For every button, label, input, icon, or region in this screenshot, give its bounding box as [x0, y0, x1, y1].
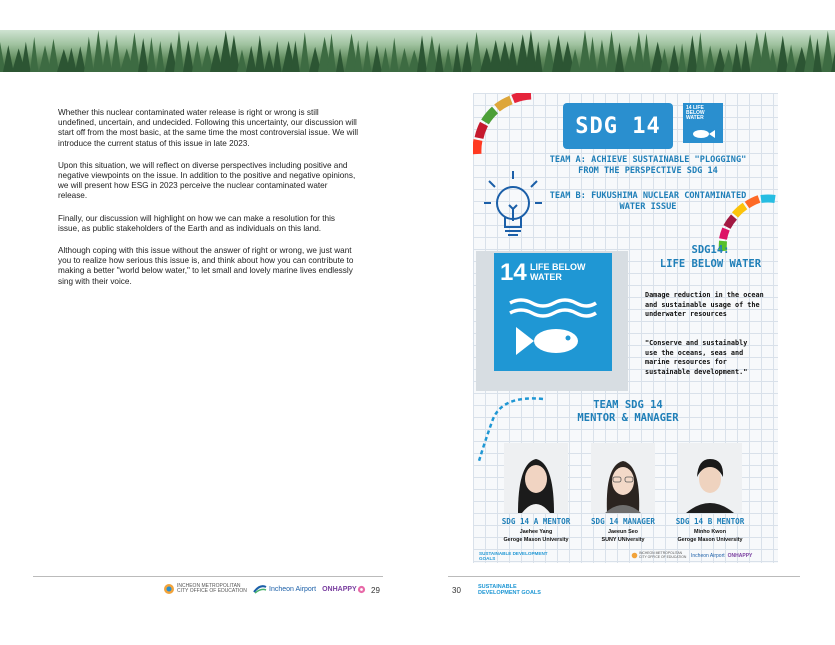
tree-shape	[822, 31, 834, 72]
flower-icon	[357, 585, 366, 594]
tree-shape	[129, 32, 140, 72]
member-photo-jaeeun	[591, 443, 655, 513]
fish-icon	[683, 123, 723, 143]
team-heading-line1: TEAM SDG 14	[593, 399, 663, 411]
member-name-2: Jaeeun Seo	[608, 529, 638, 535]
right-page-number: 30	[452, 586, 461, 595]
member-photo-minho	[678, 443, 742, 513]
tile-number: 14	[500, 259, 527, 286]
member-role-3: SDG 14 B MENTOR	[675, 517, 745, 526]
sdg14-panel	[473, 93, 778, 563]
tree-shape	[156, 41, 165, 72]
right-footer-sdg-brand: SUSTAINABLE DEVELOPMENT GOALS	[478, 584, 541, 596]
member-role-1: SDG 14 A MENTOR	[501, 517, 571, 526]
tree-shape	[723, 49, 734, 72]
tree-shape	[93, 30, 104, 72]
tree-shape	[3, 45, 14, 72]
panel-footer-sdg-brand: SUSTAINABLE DEVELOPMENT GOALS	[479, 551, 548, 561]
education-office-label: INCHEON METROPOLITAN CITY OFFICE OF EDUCATION	[177, 583, 247, 594]
tree-shape	[678, 43, 686, 72]
tree-shape	[444, 48, 452, 72]
member-university-1: Geroge Mason University	[503, 537, 569, 543]
tree-shape	[111, 35, 121, 72]
sdg14-title-badge: SDG 14	[563, 103, 673, 149]
panel-airport-label: Incheon Airport	[691, 552, 725, 559]
tree-shape	[453, 44, 461, 72]
sdg14-goal-icon	[494, 253, 612, 371]
avatar	[678, 443, 742, 513]
tree-shape	[588, 36, 597, 72]
tree-shape	[75, 46, 86, 72]
member-name-1: Jaehee Yang	[519, 529, 553, 535]
panel-education-label: INCHEON METROPOLITAN CITY OFFICE OF EDUCATION	[639, 551, 687, 559]
tree-shape	[174, 31, 184, 72]
tree-shape	[732, 43, 741, 72]
tree-shape	[30, 37, 38, 72]
tile-label: LIFE BELOW WATER	[530, 262, 586, 282]
sdg14-goal-tile	[476, 251, 628, 391]
tree-shape	[192, 41, 203, 72]
incheon-airport-label: Incheon Airport	[269, 585, 317, 593]
tree-shape	[669, 45, 679, 72]
forest-banner	[0, 30, 835, 72]
tree-shape	[291, 41, 300, 72]
tree-shape	[705, 46, 715, 72]
waves-and-fish-icon	[508, 297, 598, 361]
tree-shape	[300, 32, 310, 72]
tree-shape	[84, 37, 94, 72]
tree-shape	[462, 41, 472, 72]
tree-shape	[615, 42, 624, 72]
right-footer-divider	[448, 576, 800, 577]
sdg14-quote: "Conserve and sustainably use the oceans, seas and marine resources for sustainable development."	[645, 339, 748, 376]
tree-shape	[138, 38, 148, 72]
tree-shape	[471, 32, 482, 72]
tree-shape	[786, 44, 796, 72]
tree-shape	[102, 39, 112, 72]
education-office-logo-icon	[631, 552, 638, 559]
team-heading-line2: MENTOR & MANAGER	[577, 412, 679, 424]
tree-shape	[597, 39, 607, 72]
onhappy-label: ONHAPPY	[322, 585, 357, 593]
tree-shape	[183, 40, 194, 72]
incheon-airport-logo-icon	[253, 584, 267, 594]
tree-shape	[390, 38, 399, 72]
tree-shape	[642, 33, 651, 72]
tree-shape	[606, 31, 617, 72]
tree-shape	[507, 42, 518, 72]
tree-shape	[327, 33, 336, 72]
tree-shape	[66, 48, 77, 72]
member-role-2: SDG 14 MANAGER	[590, 517, 655, 526]
panel-onhappy-label: ONHAPPY	[727, 552, 753, 559]
sdg14-description: Damage reduction in the ocean and sustainable usage of the underwater resources	[645, 291, 764, 318]
tree-shape	[696, 32, 705, 72]
sdg14-small-icon	[683, 103, 723, 143]
lightbulb-icon	[483, 165, 543, 243]
tree-shape	[399, 48, 410, 72]
avatar	[591, 443, 655, 513]
tree-shape	[237, 50, 247, 72]
tree-shape	[372, 45, 382, 72]
left-footer-logos	[163, 583, 366, 595]
tree-shape	[534, 41, 542, 72]
tree-shape	[147, 37, 156, 72]
paragraph-3: Finally, our discussion will highlight on how we can make a resolution for this issue, as public stakeholders of the Earth and as individuals on this land.	[58, 213, 335, 233]
team-heading	[553, 399, 703, 425]
avatar	[504, 443, 568, 513]
tree-shape	[687, 35, 698, 72]
member-university-3: Geroge Mason University	[677, 537, 743, 543]
sdg14-heading-line1: SDG14:	[691, 244, 730, 256]
tree-shape	[741, 40, 750, 72]
left-footer-divider	[33, 576, 383, 577]
tree-shape	[255, 35, 265, 72]
tree-shape	[363, 40, 371, 72]
paragraph-1: Whether this nuclear contaminated water release is right or wrong is still undefined, uncertain, and undecided. Following this uncertainty, our discussion will start off from the most basic, at the same time the most controversial issue. We will introduce the current status of this issue in late 2023.	[58, 108, 359, 148]
tree-shape	[228, 35, 240, 72]
sdg14-small-icon-label: 14 LIFE BELOW WATER	[686, 105, 705, 121]
team-a-description: TEAM A: ACHIEVE SUSTAINABLE "PLOGGING" FROM THE PERSPECTIVE SDG 14	[549, 155, 747, 176]
paragraph-4: Although coping with this issue without the answer of right or wrong, we just want you to realize how serious this issue is, and think about how you can contribute to making a better "world below water," to let small and lovely marine lives endlessly sing with their voice.	[58, 246, 354, 286]
left-page-number: 29	[371, 586, 380, 595]
sdg14-heading-line2: LIFE BELOW WATER	[659, 258, 762, 270]
tree-shape	[21, 42, 31, 72]
tree-shape	[813, 38, 822, 72]
left-page-body	[58, 108, 358, 299]
tree-shape	[246, 46, 256, 72]
member-photo-jaehee	[504, 443, 568, 513]
sdg-color-wheel-arc-top	[473, 93, 535, 161]
tree-shape	[777, 36, 789, 72]
tree-shape	[48, 39, 59, 72]
tree-shape	[417, 35, 427, 72]
sdg14-heading	[643, 243, 778, 271]
member-university-2: SUNY UNiversity	[601, 537, 645, 543]
education-office-logo-icon	[163, 583, 175, 595]
tree-shape	[336, 48, 344, 72]
member-name-3: Minho Kwon	[693, 529, 727, 535]
panel-footer-logos	[631, 552, 752, 559]
tree-shape	[273, 41, 282, 72]
tree-shape	[264, 50, 274, 72]
paragraph-2: Upon this situation, we will reflect on diverse perspectives including positive and negative viewpoints on the issue. In addition to the positive and negative opinions, we will present how ESG in 2023 perceive the nuclear contaminated water release.	[58, 160, 356, 201]
tree-shape	[435, 43, 443, 72]
team-b-description: TEAM B: FUKUSHIMA NUCLEAR CONTAMINATED WATER ISSUE	[549, 191, 747, 212]
tree-shape	[381, 47, 390, 72]
forest-trees-graphic	[0, 30, 835, 72]
